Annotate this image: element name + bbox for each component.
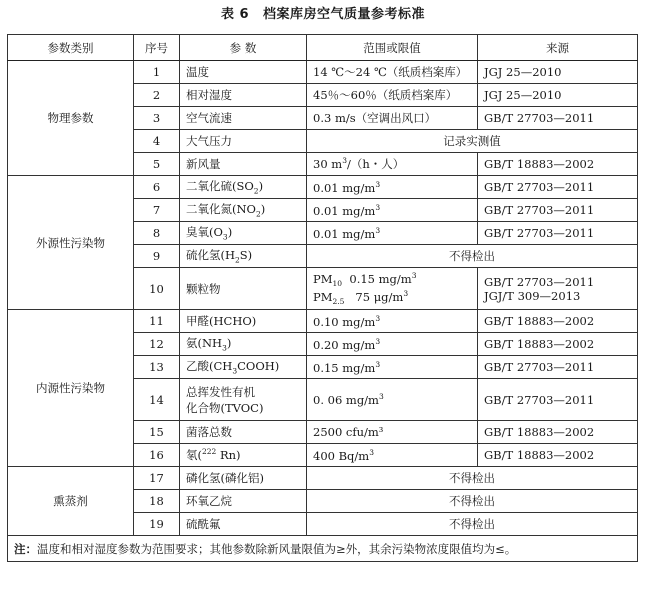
parameter-name: 总挥发性有机 化合物(TVOC) <box>180 379 307 421</box>
row-number: 5 <box>134 153 180 176</box>
header-source: 来源 <box>478 35 638 61</box>
header-range: 范围或限值 <box>307 35 478 61</box>
table-title <box>0 0 646 30</box>
merged-value: 不得检出 <box>307 245 638 268</box>
category-cell: 熏蒸剂 <box>8 467 134 536</box>
note-text: 温度和相对湿度参数为范围要求；其他参数除新风量限值为≥外，其余污染物浓度限值均为≤。 <box>37 541 517 556</box>
parameter-name: 新风量 <box>180 153 307 176</box>
parameter-name: 磷化氢(磷化铝) <box>180 467 307 490</box>
table-number: 表 6 <box>220 7 250 22</box>
source-standard: GB/T 27703—2011 <box>478 107 638 130</box>
merged-value: 不得检出 <box>307 490 638 513</box>
range-value: 0. 06 $mg/m^3$ <box>307 379 478 421</box>
category-cell: 内源性污染物 <box>8 310 134 467</box>
row-number: 12 <box>134 333 180 356</box>
row-number: 13 <box>134 356 180 379</box>
parameter-name: 颗粒物 <box>180 268 307 310</box>
range-value <box>307 268 478 310</box>
row-number: 1 <box>134 61 180 84</box>
air-quality-table <box>7 34 638 562</box>
range-value: 2500 cfu/m³ <box>307 421 478 444</box>
range-value: 0.01 $mg/m^3$ <box>307 222 478 245</box>
header-category: 参数类别 <box>8 35 134 61</box>
parameter-name: 甲醛(HCHO) <box>180 310 307 333</box>
range-value: 45％～60％（纸质档案库） <box>307 84 478 107</box>
parameter-name: 相对湿度 <box>180 84 307 107</box>
source-standard: GB/T 27703—2011 <box>478 199 638 222</box>
source-standard: GB/T 18883—2002 <box>478 153 638 176</box>
pm10-line: $PM_{10}$ 0.15 $mg/m^3$ <box>313 271 417 289</box>
source-standard: JGJ 25—2010 <box>478 61 638 84</box>
table-title-text: 档案库房空气质量参考标准 <box>263 7 426 22</box>
parameter-name: 大气压力 <box>180 130 307 153</box>
row-number: 3 <box>134 107 180 130</box>
category-cell: 物理参数 <box>8 61 134 176</box>
row-number: 2 <box>134 84 180 107</box>
parameter-name: 硫化氢$(H_2S)$ <box>180 245 307 268</box>
pm25-line: $PM_{2.5}$ 75 $\mu g/m^3$ <box>313 288 409 306</box>
parameter-name: 二氧化氮$(NO_2)$ <box>180 199 307 222</box>
range-value: 14 ℃～24 ℃（纸质档案库） <box>307 61 478 84</box>
row-number: 14 <box>134 379 180 421</box>
parameter-name: 硫酰氟 <box>180 513 307 536</box>
parameter-name: 环氧乙烷 <box>180 490 307 513</box>
parameter-name: 空气流速 <box>180 107 307 130</box>
source-standard: GB/T 18883—2002 <box>478 444 638 467</box>
row-number: 18 <box>134 490 180 513</box>
note-label: 注： <box>14 541 37 556</box>
source-standard: GB/T 27703—2011 <box>478 379 638 421</box>
table-row <box>8 467 638 490</box>
source-standard: GB/T 18883—2002 <box>478 333 638 356</box>
table-note <box>8 536 638 562</box>
row-number: 16 <box>134 444 180 467</box>
merged-value: 不得检出 <box>307 513 638 536</box>
parameter-name: 氨$(NH_3)$ <box>180 333 307 356</box>
row-number: 8 <box>134 222 180 245</box>
source-standard: GB/T 18883—2002 <box>478 310 638 333</box>
header-parameter: 参 数 <box>180 35 307 61</box>
row-number: 9 <box>134 245 180 268</box>
source-standard: GB/T 27703—2011 <box>478 356 638 379</box>
header-row <box>8 35 638 61</box>
source-standard: GB/T 27703—2011 <box>478 176 638 199</box>
table-row <box>8 61 638 84</box>
range-value: 0.20 $mg/m^3$ <box>307 333 478 356</box>
parameter-name: 氡($^{222}$ Rn) <box>180 444 307 467</box>
range-value: 0.01 $mg/m^3$ <box>307 199 478 222</box>
source-standard: GB/T 27703—2011 <box>478 222 638 245</box>
range-value: 0.10 $mg/m^3$ <box>307 310 478 333</box>
range-value: 0.15 $mg/m^3$ <box>307 356 478 379</box>
parameter-name: 菌落总数 <box>180 421 307 444</box>
category-cell: 外源性污染物 <box>8 176 134 310</box>
source-standard: GB/T 27703—2011 JGJ/T 309—2013 <box>478 268 638 310</box>
parameter-name: 乙酸$(CH_3COOH)$ <box>180 356 307 379</box>
row-number: 10 <box>134 268 180 310</box>
note-row <box>8 536 638 562</box>
source-standard: JGJ 25—2010 <box>478 84 638 107</box>
range-value: 0.3 m/s（空调出风口） <box>307 107 478 130</box>
range-value: 30 $m^3/(h$・人） <box>307 153 478 176</box>
merged-value: 记录实测值 <box>307 130 638 153</box>
table-row <box>8 310 638 333</box>
row-number: 7 <box>134 199 180 222</box>
source-standard: GB/T 18883—2002 <box>478 421 638 444</box>
row-number: 15 <box>134 421 180 444</box>
range-value: 400 $Bq/m^3$ <box>307 444 478 467</box>
header-number: 序号 <box>134 35 180 61</box>
row-number: 4 <box>134 130 180 153</box>
row-number: 11 <box>134 310 180 333</box>
row-number: 6 <box>134 176 180 199</box>
merged-value: 不得检出 <box>307 467 638 490</box>
table-row <box>8 176 638 199</box>
parameter-name: 温度 <box>180 61 307 84</box>
range-value: 0.01 $mg/m^3$ <box>307 176 478 199</box>
row-number: 17 <box>134 467 180 490</box>
row-number: 19 <box>134 513 180 536</box>
parameter-name: 臭氧$(O_3)$ <box>180 222 307 245</box>
parameter-name: 二氧化硫$(SO_2)$ <box>180 176 307 199</box>
